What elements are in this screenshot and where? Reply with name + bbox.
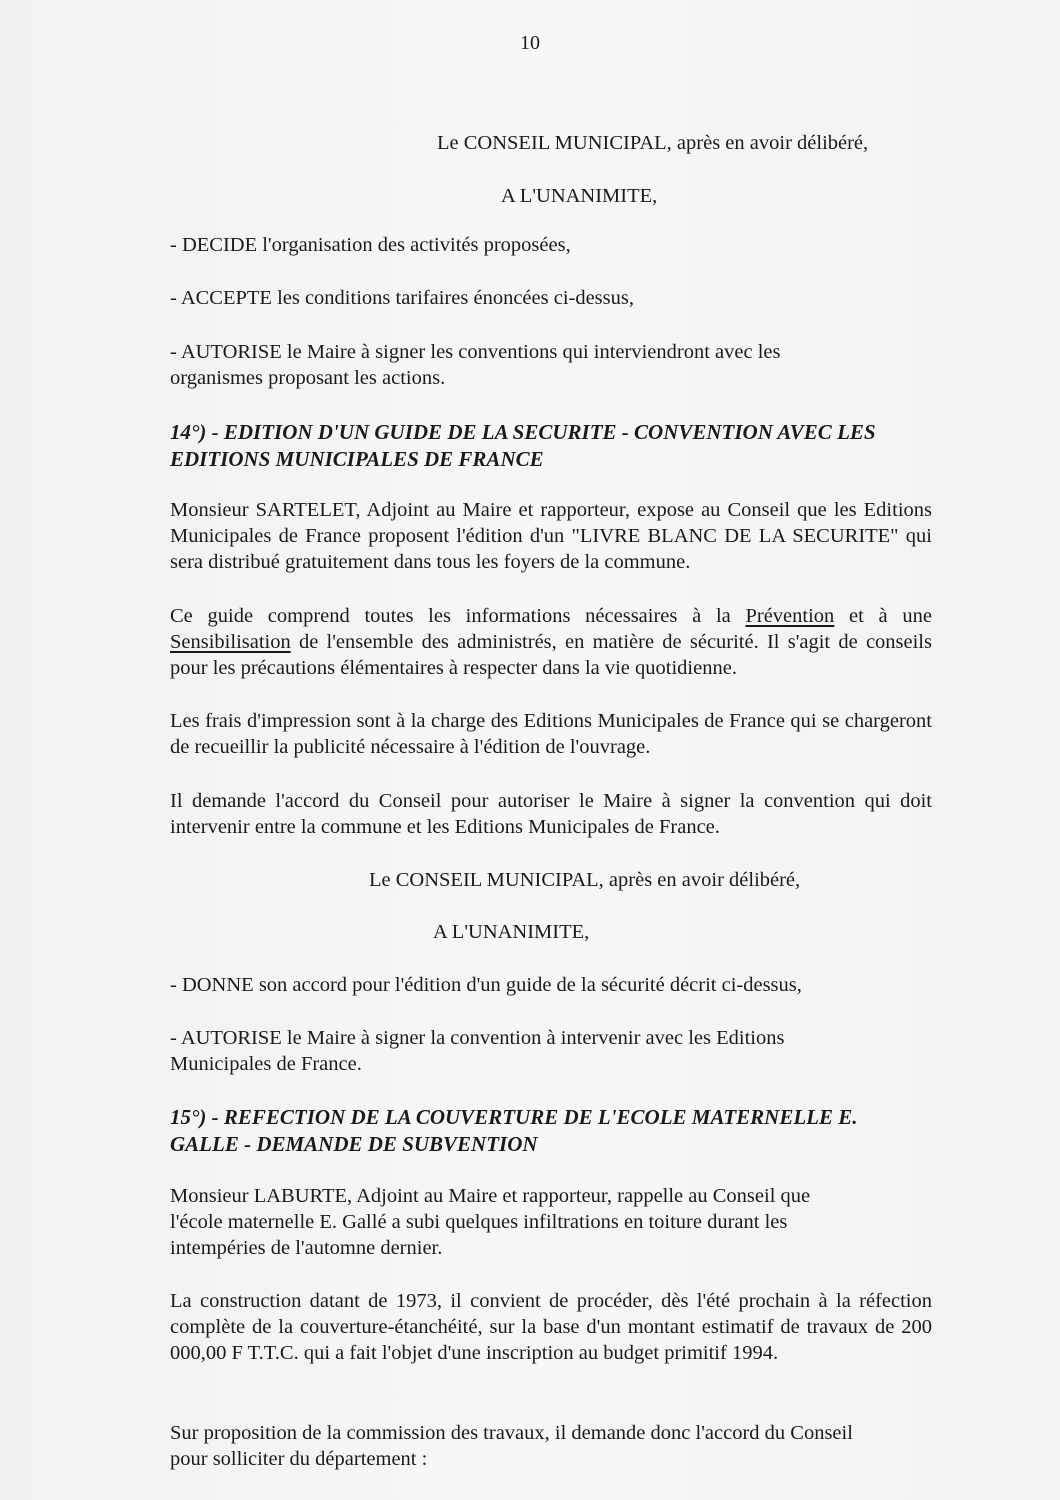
section-14-paragraph-4: Il demande l'accord du Conseil pour autoriser le Maire à signer la convention qui doit intervenir entre la commune et les Editions Municipales de France.: [170, 790, 932, 838]
section-15-title-line1: 15°) - REFECTION DE LA COUVERTURE DE L'ECOLE MATERNELLE E.: [170, 1105, 858, 1129]
section-14-paragraph-2: Ce guide comprend toutes les informations nécessaires à la Prévention et à une Sensibilisation de l'ensemble des administrés, en matière de sécurité. Il s'agit de conseils pour les précautions élémentaires à respecter dans la vie quotidienne.: [170, 605, 932, 679]
decision-autorise-line2: organismes proposant les actions.: [170, 367, 446, 389]
section-14-council-line: Le CONSEIL MUNICIPAL, après en avoir délibéré,: [369, 869, 801, 891]
section-14-paragraph-1: Monsieur SARTELET, Adjoint au Maire et rapporteur, expose au Conseil que les Editions Municipales de France proposent l'édition d'un "LIVRE BLANC DE LA SECURITE" qui sera distribué gratuitement dans tous les foyers de la commune.: [170, 499, 932, 573]
section-15-heading: [170, 1104, 950, 1158]
decision-accepte: - ACCEPTE les conditions tarifaires énoncées ci-dessus,: [170, 287, 634, 309]
section-14-heading: [170, 419, 950, 473]
section-14-title-line1: 14°) - EDITION D'UN GUIDE DE LA SECURITE - CONVENTION AVEC LES: [170, 420, 876, 444]
council-deliberation-line: Le CONSEIL MUNICIPAL, après en avoir délibéré,: [437, 132, 869, 154]
section-14-paragraph-3: Les frais d'impression sont à la charge des Editions Municipales de France qui se chargeront de recueillir la publicité nécessaire à l'édition de l'ouvrage.: [170, 710, 932, 758]
section-15-paragraph-2: La construction datant de 1973, il convient de procéder, dès l'été prochain à la réfection complète de la couverture-étanchéité, sur la base d'un montant estimatif de travaux de 200 000,00 F T.T.C. qui a fait l'objet d'une inscription au budget primitif 1994.: [170, 1290, 932, 1364]
section-14-decision-donne: - DONNE son accord pour l'édition d'un guide de la sécurité décrit ci-dessus,: [170, 974, 802, 996]
section-14-decision-autorise-line1: - AUTORISE le Maire à signer la convention à intervenir avec les Editions: [170, 1027, 785, 1049]
page-number: 10: [520, 32, 540, 54]
section-14-decision-autorise-line2: Municipales de France.: [170, 1053, 362, 1075]
underlined-prevention: Prévention: [745, 605, 835, 627]
section-15-paragraph-1: Monsieur LABURTE, Adjoint au Maire et rapporteur, rappelle au Conseil que l'école maternelle E. Gallé a subi quelques infiltrations en toiture durant les intempéries de l'automne dernier.: [170, 1185, 811, 1259]
decision-autorise-line1: - AUTORISE le Maire à signer les conventions qui interviendront avec les: [170, 341, 781, 363]
section-14-unanimity: A L'UNANIMITE,: [433, 921, 590, 943]
section-14-title-line2: EDITIONS MUNICIPALES DE FRANCE: [170, 447, 544, 471]
decision-decide: - DECIDE l'organisation des activités proposées,: [170, 234, 571, 256]
section-15-title-line2: GALLE - DEMANDE DE SUBVENTION: [170, 1132, 538, 1156]
section-15-paragraph-3: Sur proposition de la commission des travaux, il demande donc l'accord du Conseil pour solliciter du département :: [170, 1422, 853, 1470]
underlined-sensibilisation: Sensibilisation: [170, 631, 291, 653]
unanimity-line: A L'UNANIMITE,: [501, 185, 658, 207]
